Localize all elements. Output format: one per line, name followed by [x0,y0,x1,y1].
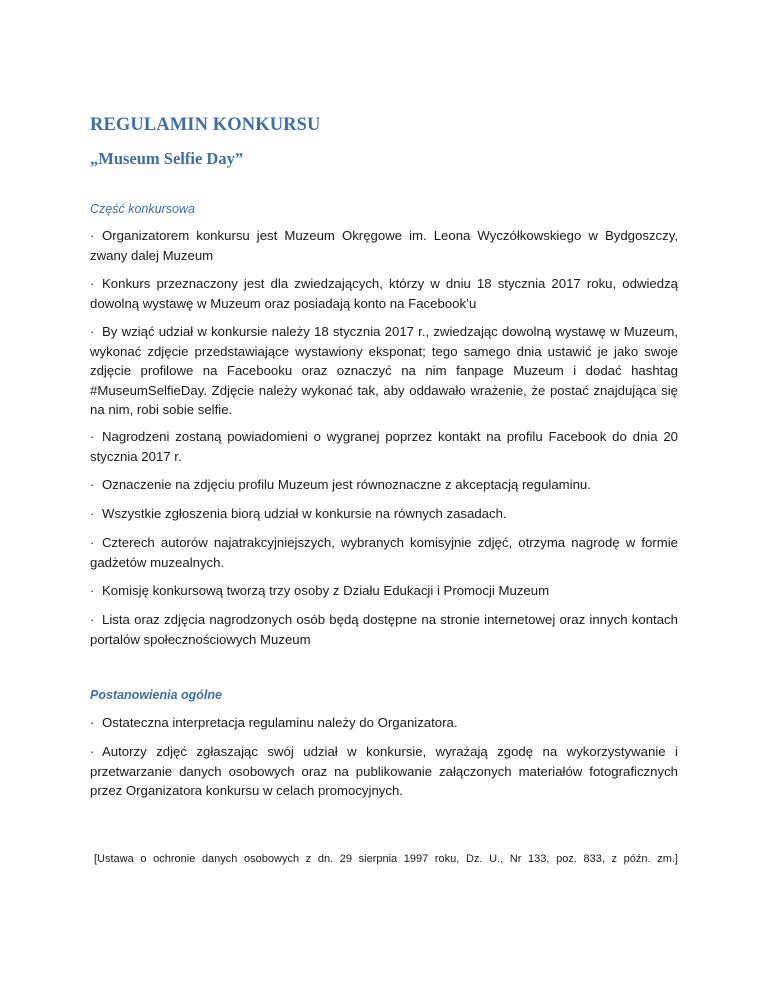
document-subtitle: „Museum Selfie Day” [90,149,244,168]
general-rule-1: · Ostateczna interpretacja regulaminu należy do Organizatora. [90,713,678,733]
bullet: · [90,535,95,550]
bullet: · [90,228,95,243]
general-rule-2: · Autorzy zdjęć zgłaszając swój udział w konkursie, wyrażają zgodę na wykorzystywanie i przetwarzanie danych osobowych oraz na publikowanie załączonych materiałów fotograficznych przez Organizatora konkursu w celach promocyjnych. [90,744,678,798]
bullet: · [90,324,95,339]
bullet: · [90,429,95,444]
bullet: · [90,744,95,759]
bullet: · [90,583,95,598]
contest-rule-9: · Lista oraz zdjęcia nagrodzonych osób będą dostępne na stronie internetowej oraz innych kontach portalów społecznościowych Muzeum [90,612,678,647]
contest-rule-1: · Organizatorem konkursu jest Muzeum Okręgowe im. Leona Wyczółkowskiego w Bydgoszczy, zwany dalej Muzeum [90,228,678,263]
contest-rule-6: · Wszystkie zgłoszenia biorą udział w konkursie na równych zasadach. [90,504,678,524]
document-title: REGULAMIN KONKURSU [90,115,321,135]
section-heading-general: Postanowienia ogólne [90,688,222,702]
contest-rule-2: · Konkurs przeznaczony jest dla zwiedzających, którzy w dniu 18 stycznia 2017 roku, odwiedzą dowolną wystawę w Muzeum oraz posiadają konto na Facebook’u [90,276,678,311]
bullet: · [90,612,95,627]
contest-rule-5: · Oznaczenie na zdjęciu profilu Muzeum jest równoznaczne z akceptacją regulaminu. [90,475,678,495]
bullet: · [90,276,95,291]
law-reference: [Ustawa o ochronie danych osobowych z dn. 29 sierpnia 1997 roku, Dz. U., Nr 133, poz. 833, z późn. zm.] [94,853,678,865]
bullet: · [90,506,95,521]
bullet: · [90,477,95,492]
bullet: · [90,715,95,730]
contest-rule-7: · Czterech autorów najatrakcyjniejszych, wybranych komisyjnie zdjęć, otrzyma nagrodę w formie gadżetów muzealnych. [90,535,678,570]
contest-rule-4: · Nagrodzeni zostaną powiadomieni o wygranej poprzez kontakt na profilu Facebook do dnia 20 stycznia 2017 r. [90,429,678,464]
section-heading-contest: Część konkursowa [90,202,195,216]
contest-rule-8: · Komisję konkursową tworzą trzy osoby z Działu Edukacji i Promocji Muzeum [90,581,678,601]
contest-rule-3: · By wziąć udział w konkursie należy 18 stycznia 2017 r., zwiedzając dowolną wystawę w Muzeum, wykonać zdjęcie przedstawiające wystawiony eksponat; tego samego dnia ustawić je jako swoje zdjęcie profilowe na Facebooku oraz oznaczyć na nim fanpage Muzeum i dodać hashtag #MuseumSelfieDay. Zdjęcie należy wykonać tak, aby oddawało wrażenie, że postać znajdująca się na nim, robi sobie selfie. [90,324,678,417]
